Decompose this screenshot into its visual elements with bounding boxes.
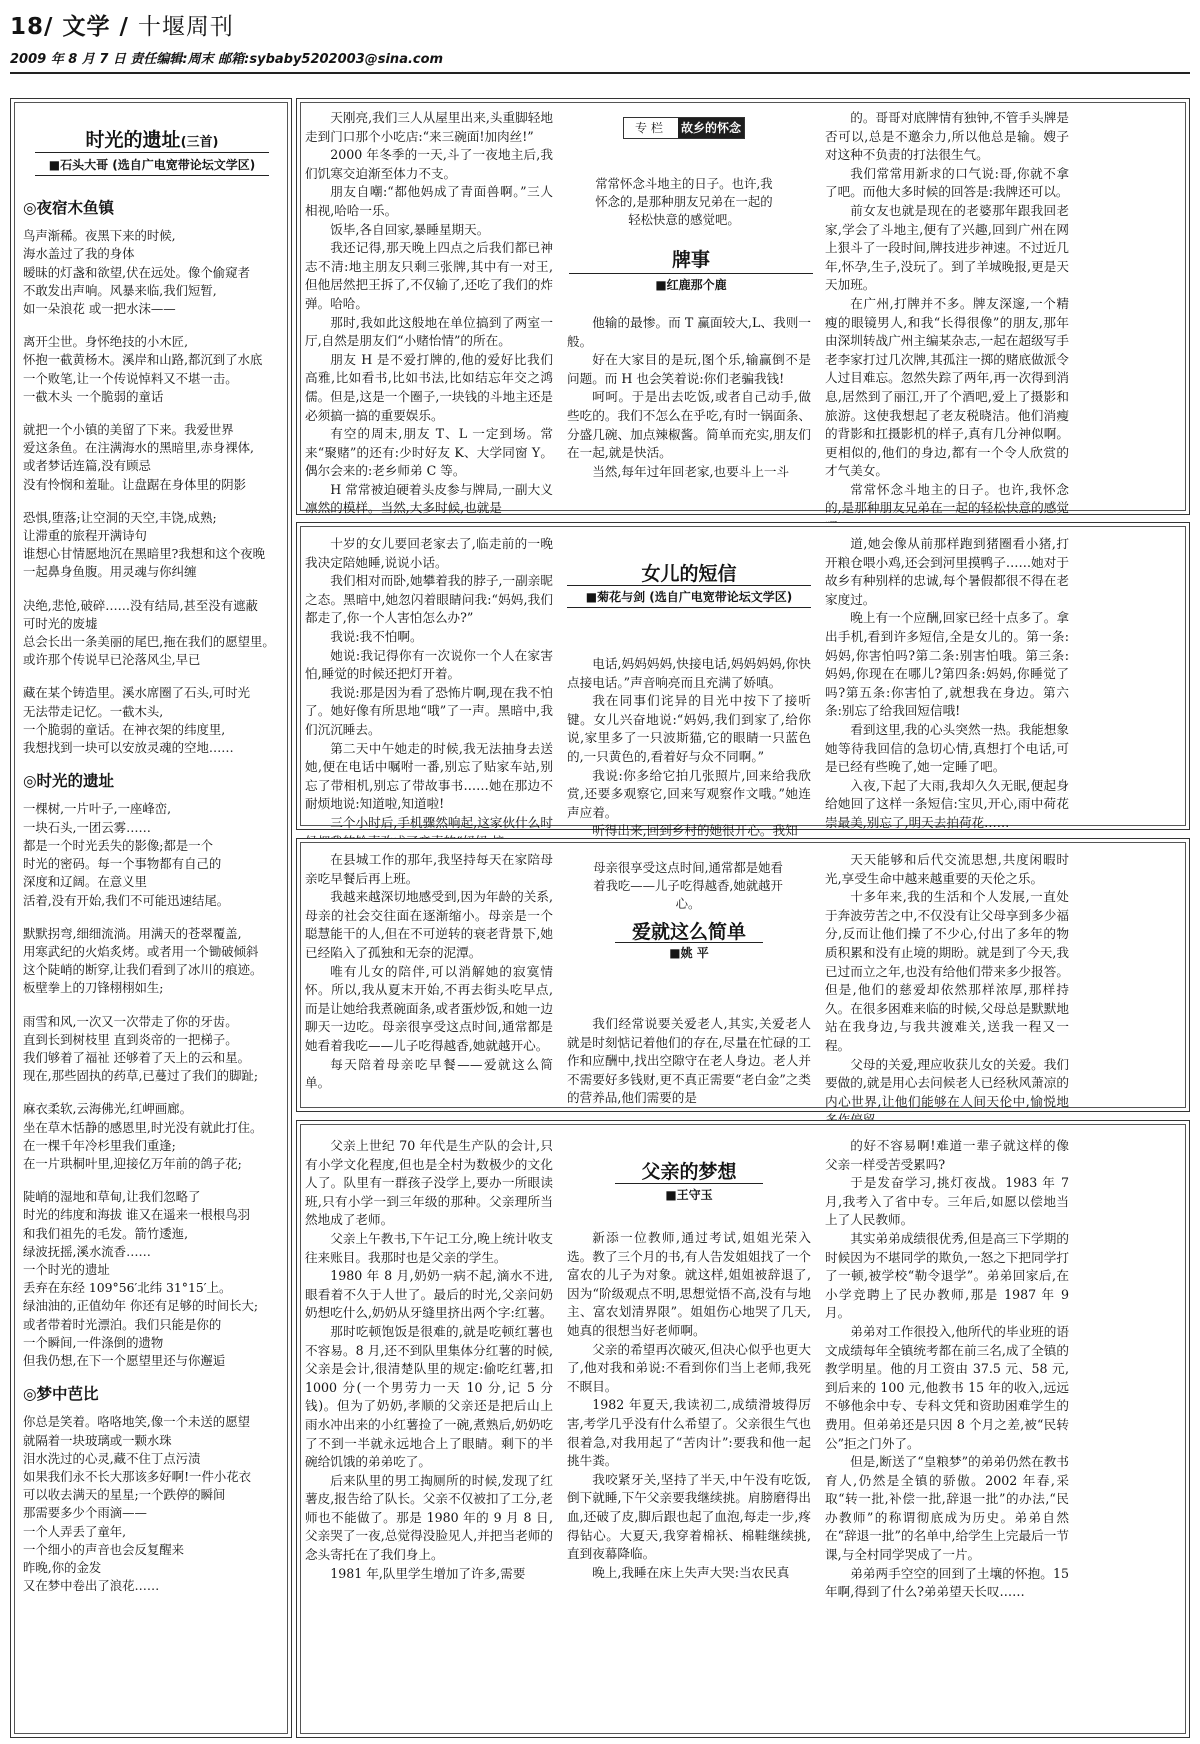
paragraph: 呵呵。于是出去吃饭,或者自己动手,做些吃的。我们不怎么在乎吃,有时一锅面条、分盛几碗、加点辣椒酱。简单而充实,朋友们在一起,就是快活。: [567, 389, 811, 461]
paragraph: 1981 年,队里学生增加了许多,需要: [330, 1565, 526, 1581]
poem-line: 绿波抚摇,溪水流香……: [23, 1243, 151, 1259]
paragraph: 我越来越深切地感受到,因为年龄的关系,母亲的社会交往面在逐渐缩小。母亲是一个聪慧能干的人,但在不可逆转的衰老背景下,她已经陷入了孤独和无奈的泥潭。: [305, 889, 553, 960]
paragraph: 十岁的女儿要回老家去了,临走前的一晚我决定陪她睡,说说小话。: [305, 536, 553, 570]
paragraph: 后来队里的男工掏厕所的时候,发现了红薯皮,报告给了队长。父亲不仅被扣了工分,老师也不能做了。那是 1980 年的 9 月 8 日,父亲哭了一夜,总觉得没脸见人,并把当老师的念头寄托在了我们身上。: [305, 1472, 553, 1563]
paragraph: 但是,断送了“皇粮梦”的弟弟仍然在教书育人,仍然是全镇的骄傲。2002 年春,采取“转一批,补偿一批,辞退一批”的办法,“民办教师”的称谓彻底成为历史。弟弟自然在“辞退一批”的名单中,给学生上完最后一节课,与全村同学哭成了一片。: [825, 1454, 1069, 1563]
paragraph: 好在大家目的是玩,图个乐,输赢倒不是问题。而 H 也会笑着说:你们老骗我钱!: [567, 352, 811, 386]
poem-line: 可时光的废墟: [23, 615, 98, 631]
poem-line: 爱这条鱼。在注满海水的黑暗里,赤身裸体,: [23, 440, 254, 456]
poem-stanza: [23, 421, 285, 494]
paragraph: 我们常常用新求的口气说:哥,你就不拿了吧。而他大多时候的回答是:我牌还可以。: [825, 165, 1069, 200]
paragraph: 弟弟对工作很投入,他所代的毕业班的语文成绩每年全镇统考都在前三名,成了全镇的教学明星。他的月工资由 37.5 元、58 元,到后来的 100 元,他教书 15 年的收入,远远不够他余中专、专科文凭和资助困难学生的费用。但弟弟还是只因 8 个月之差,被“民转公”拒之门外了。: [825, 1323, 1069, 1451]
poem-line: 和我们祖先的毛发。箭竹逶迤,: [23, 1225, 189, 1241]
paragraph: 我在同事们诧异的目光中按下了接听键。女儿兴奋地说:“妈妈,我们到家了,给你说,家里多了一只波斯猫,它的眼睛一只蓝色的,一只黄色的,看着好与众不同啊。”: [567, 693, 811, 764]
paragraph: 十多年来,我的生活和个人发展,一直处于奔波劳苦之中,不仅没有让父母享到多少福分,反而让他们操了不少心,付出了多年的物质积累和没有止境的期盼。就是到了今天,我已过而立之年,也没有给他们带来多少报答。但是,他们的慈爱却依然那样浓厚,那样持久。在很多困难来临的时候,父母总是默默地站在我身边,与我共渡难关,送我一程又一程。: [825, 889, 1069, 1053]
poem-line: 直到长到树枝里 直到炎帝的一把梯子。: [23, 1031, 238, 1047]
poem-line: 一起鼻身鱼腹。用灵魂与你纠缠: [23, 564, 197, 580]
poem-line: 昨晚,你的金发: [23, 1560, 102, 1575]
poem-title: ◎梦中芭比: [23, 1385, 99, 1404]
paragraph: 唯有儿女的陪伴,可以消解她的寂寞情怀。所以,我从夏末开始,不再去街头吃早点,而是让她给我煮碗面条,或者蛋炒饭,和她一边聊天一边吃。母亲很享受这点时间,通常都是她看着我吃——儿子吃得越香,她就越开心。: [305, 963, 553, 1053]
paragraph: 看到这里,我的心头突然一热。我能想象她等待我回信的急切心情,真想打个电话,可是已经有些晚了,她一定睡了吧。: [825, 721, 1069, 775]
paragraph: 父亲上午教书,下午记工分,晚上统计收支往来账目。我那时也是父亲的学生。: [305, 1230, 553, 1265]
section-name: 文学: [62, 14, 111, 40]
page-title: [10, 8, 1190, 41]
column-tag: [623, 117, 745, 139]
poems-body: [23, 193, 285, 1731]
poem-line: 离开尘世。身怀绝技的小木匠,: [23, 334, 189, 350]
article-title-rule: [569, 273, 813, 274]
article-column: [305, 851, 553, 1109]
poem-line: 鸟声渐稀。夜黑下来的时候,: [23, 228, 176, 244]
poem-stanza: [23, 597, 285, 670]
poem-line: 怀抱一截黄杨木。溪岸和山路,都沉到了水底: [23, 352, 263, 368]
poem-line: 就把一个小镇的美留了下来。我爱世界: [23, 422, 234, 438]
poem-line: 一棵树,一片叶子,一座峰峦,: [23, 801, 172, 817]
poem-line: 让滞重的旅程开满诗句: [23, 528, 147, 544]
article-title: 父亲的梦想: [641, 1161, 737, 1183]
poem-stanza: [23, 333, 285, 406]
poem-stanza: [23, 1188, 285, 1370]
article-author-rule: [567, 607, 811, 608]
poem-line: 深度和辽阔。在意义里: [23, 874, 147, 890]
poem-line: 这个陡峭的断穿,让我们看到了冰川的痕迹。: [23, 962, 263, 978]
article-title: 牌事: [671, 249, 710, 271]
paragraph: 道,她会像从前那样跑到猪圈看小猪,打开粮仓喂小鸡,还会到河里摸鸭子……她对于故乡有种别样的忠诚,每个暑假都很不得在老家度过。: [825, 536, 1069, 607]
poem-line: 用寒武纪的火焰炙烤。或者用一个锄破倾斜: [23, 943, 259, 959]
poem-title: ◎夜宿木鱼镇: [23, 199, 115, 217]
poem-line: 就隔着一块玻璃或一颗水珠: [23, 1432, 172, 1448]
poem-line: 麻衣柔软,云海佛光,红岬画廊。: [23, 1101, 192, 1117]
paragraph: 其实弟弟成绩很优秀,但是高三下学期的时候因为不堪同学的欺负,一怒之下把同学打了一顿,被学校“勒令退学”。弟弟回家后,在小学竞聘上了民办教师,那是 1987 年 9 月。: [825, 1230, 1069, 1321]
poem-line: 总会长出一条美丽的尾巴,拖在我们的愿望里。: [23, 634, 275, 650]
article-title-rule: [567, 585, 811, 586]
poem-line: 默默拐弯,细细流淌。用满天的苍翠覆盖,: [23, 925, 242, 941]
masthead-info: 2009 年 8 月 7 日 责任编辑:周末 邮箱:sybaby5202003@sina.com: [10, 52, 444, 67]
poem-line: 决绝,悲怆,破碎……没有结局,甚至没有遮蔽: [23, 597, 258, 613]
article-author: ■姚 平: [669, 946, 709, 960]
poem-line: 无法带走记忆。一截木头,: [23, 703, 164, 719]
poem-line: 我们够着了福祉 还够着了天上的云和星。: [23, 1049, 250, 1065]
poem-stanza: [23, 227, 285, 318]
paragraph: 我说:那是因为看了恐怖片啊,现在我不怕了。她好像有所思地“哦”了一声。黑暗中,我们沉沉睡去。: [305, 684, 553, 737]
poem-stanza: [23, 1013, 285, 1086]
paragraph: 弟弟两手空空的回到了土壤的怀抱。15 年啊,得到了什么?弟弟望天长叹……: [825, 1565, 1069, 1600]
poem-line: 泪水洗过的心灵,藏不住丁点污渍: [23, 1450, 201, 1466]
poem-stanza: [23, 1100, 285, 1173]
paragraph: 那时,我如此这般地在单位搞到了两室一厅,自然是朋友们“小赌怡情”的所在。: [305, 314, 553, 349]
poem-line: 一个败笔,让一个传说悼料又不堪一击。: [23, 370, 238, 386]
poem-stanza: [23, 925, 285, 998]
article-title-rule: [615, 1183, 763, 1184]
poem-line: 坐在草木恬静的感恩里,时光没有就此打住。: [23, 1119, 263, 1135]
article-column: [567, 655, 811, 839]
paragraph: 我咬紧牙关,坚持了半天,中午没有吃饭,倒下就睡,下午父亲要我继续挑。肩膀磨得出血,还破了皮,脚后跟也起了血泡,每走一步,疼得钻心。大夏天,我穿着棉袄、棉鞋继续挑,直到夜幕降临。: [567, 1471, 811, 1562]
poem-line: 可以收去满天的星星;一个跌停的瞬间: [23, 1487, 226, 1503]
paragraph: 每天陪着母亲吃早餐——爱就这么简单。: [305, 1056, 553, 1091]
paragraph: 前女友也就是现在的老婆那年跟我回老家,学会了斗地主,便有了兴趣,回到广州在网上狠斗了一段时间,牌技进步神速。不过近几年,怀孕,生子,没玩了。到了羊城晚报,更是天天加班。: [825, 202, 1069, 293]
poem-line: 恐惧,堕落;让空洞的天空,丰饶,成熟;: [23, 509, 217, 525]
article-column: [567, 1229, 811, 1731]
paragraph: 我说:我不怕啊。: [330, 628, 423, 644]
poem-line: 暧昧的灯盏和欲望,伏在远处。像个偷窥者: [23, 264, 250, 280]
poem-line: 现在,那些固执的药草,已蔓过了我们的脚趾;: [23, 1068, 259, 1084]
poems-author: ■石头大哥 (选自广电宽带论坛文学区): [48, 158, 256, 172]
poems-author-rule: [35, 175, 269, 176]
paragraph: 父亲的希望再次破灭,但决心似乎也更大了,他对我和弟说:不看到你们当上老师,我死不瞑目。: [567, 1341, 811, 1394]
paragraph: 听得出来,回到乡村的她很开心。我知: [592, 823, 798, 839]
poem-line: 板壁拳上的刀锋栩栩如生;: [23, 980, 164, 996]
paragraph: 1982 年夏天,我读初二,成绩滑坡得厉害,考学几乎没有什么希望了。父亲很生气也很着急,对我用起了“苦肉计”:要我和他一起挑牛粪。: [567, 1397, 811, 1469]
paragraph: 常常怀念斗地主的日子。也许,我怀念的,是那种朋友兄弟在一起的轻松快意的感觉: [825, 481, 1069, 516]
paper-name: 十堰周刊: [137, 14, 234, 40]
poem-line: 没有怜悯和羞耻。让盘踞在身体里的阴影: [23, 476, 247, 492]
poem-line: 都是一个时光丢失的影像;都是一个: [23, 837, 214, 853]
poems-title-rule: [35, 152, 269, 153]
poem-line: 时光的纬度和海拔 谁又在遥来一根根鸟羽: [23, 1207, 250, 1223]
paragraph: 电话,妈妈妈妈,快接电话,妈妈妈妈,你快点接电话。”声音响亮而且充满了娇嗔。: [567, 656, 811, 690]
poem-line: 一个人弄丢了童年,: [23, 1523, 127, 1539]
article-mengxiang: [296, 1120, 1190, 1738]
poem-line: 不敢发出声响。风暴来临,我们短暂,: [23, 282, 217, 298]
article-title: 女儿的短信: [641, 563, 737, 585]
masthead: [10, 8, 1190, 68]
poem-line: 雨雪和风,一次又一次带走了你的牙齿。: [23, 1013, 238, 1029]
paragraph: 晚上,我睡在床上失声大哭:当农民真: [592, 1564, 790, 1580]
poem-line: 又在梦中卷出了浪花……: [23, 1578, 160, 1594]
poems-title: [15, 125, 289, 152]
poem-line: 一截木头 一个脆弱的童话: [23, 388, 164, 404]
paragraph: 2000 年冬季的一天,斗了一夜地主后,我们饥寒交迫渐至体力不支。: [305, 147, 553, 181]
paragraph: 1980 年 8 月,奶奶一病不起,滴水不进,眼看着不久于人世了。最后的时光,父亲问奶奶想吃什么,奶奶从牙缝里挤出两个字:红薯。: [305, 1268, 553, 1321]
paragraph: 在广州,打牌并不多。牌友深邃,一个精瘦的眼镜男人,和我“长得很像”的朋友,那年由深圳转战广州主编某杂志,一起在超级写手老李家打过几次牌,其孤注一掷的赌底做派令人过目难忘。忽然失踪了两年,再一次得到消息,居然到了丽江,开了个酒吧,爱上了摄影和旅游。这使我想起了老友税晓洁。他们消瘦的背影和扛摄影机的样子,真有几分神似啊。更相似的,他们的身边,都有一个令人欣赏的才气美女。: [825, 295, 1069, 479]
poems-inner-frame: [14, 102, 288, 1734]
paragraph: 天天能够和后代交流思想,共度闲暇时光,享受生命中越来越重要的天伦之乐。: [825, 852, 1069, 886]
paragraph: 新添一位教师,通过考试,姐姐光荣入选。教了三个月的书,有人告发姐姐找了一个富农的儿子为对象。就这样,姐姐被辞退了,因为“阶级观点不明,思想觉悟不高,没有与地主、富农划清界限”。姐姐伤心地哭了几天,她真的很想当好老师啊。: [567, 1230, 811, 1338]
poem-line: 那需要多少个雨滴——: [23, 1505, 147, 1521]
poem-line: 一块石头,一团云雾……: [23, 819, 151, 835]
article-author: ■菊花与剑 (选自广电宽带论坛文学区): [585, 590, 793, 604]
poem-stanzas: [23, 1413, 285, 1595]
poem-line: 活着,没有开始,我们不可能迅速结尾。: [23, 892, 230, 908]
paragraph: 第二天中午她走的时候,我无法抽身去送她,便在电话中嘱咐一番,别忘了贴家车站,别忘了带相机,别忘了带故事书……她在那边不耐烦地说:知道啦,知道啦!: [305, 740, 553, 812]
article-intro: 母亲很享受这点时间,通常都是她看着我吃——儿子吃得越香,她就越开心。: [593, 860, 783, 911]
poem-line: 但我仍想,在下一个愿望里还与你邂逅: [23, 1352, 226, 1368]
article-column: [825, 535, 1069, 830]
poem-line: 藏在某个铸造里。溪水席圈了石头,可时光: [23, 685, 250, 701]
poem-stanzas: [23, 227, 285, 757]
paragraph: 入夜,下起了大雨,我却久久无眠,便起身给她回了这样一条短信:宝贝,开心,雨中荷花崇最美,别忘了,明天去拍荷花……: [825, 777, 1069, 830]
poem-line: 绿油油的,正值幼年 你还有足够的时间长大;: [23, 1298, 259, 1314]
poem-line: 或许那个传说早已沦落风尘,早已: [23, 652, 201, 668]
paragraph: 她说:我记得你有一次说你一个人在家害怕,睡觉的时候还把灯开着。: [305, 647, 553, 682]
poem-stanza: [23, 800, 285, 909]
article-column: [825, 109, 1069, 516]
poem-line: 一个脆弱的童话。在神衣架的纬度里,: [23, 721, 226, 737]
poem-line: 在一片珙桐叶里,迎接亿万年前的鸽子花;: [23, 1155, 242, 1171]
article-title-rule: [615, 942, 763, 943]
paragraph: 的。哥哥对底牌情有独钟,不管手头牌是否可以,总是不邀余力,所以他总是输。嫂子对这种不负责的打法很生气。: [825, 110, 1069, 163]
article-intro: 常常怀念斗地主的日子。也许,我怀念的,是那种朋友兄弟在一起的轻松快意的感觉吧。: [595, 176, 773, 227]
poem-stanzas: [23, 800, 285, 1370]
poem-line: 我想找到一块可以安放灵魂的空地……: [23, 740, 234, 756]
poem-line: 在一棵千年冷杉里我们重逢;: [23, 1137, 176, 1153]
poem-line: 海水盖过了我的身体: [23, 246, 135, 262]
article-inner-frame: [300, 1124, 1186, 1734]
paragraph: 我说:你多给它拍几张照片,回来给我欣赏,还要多观察它,回来写观察作文哦。”她连声应着。: [567, 767, 811, 820]
page-number: 18/: [10, 14, 54, 40]
poem-title: ◎时光的遗址: [23, 772, 115, 791]
paragraph: 饭毕,各自回家,暴睡星期天。: [330, 221, 490, 237]
paragraph: H 常常被迫硬着头皮参与牌局,一副大义凛然的模样。当然,大多时候,也就是: [305, 481, 553, 516]
article-duanxin: [296, 522, 1190, 839]
poem-stanza: [23, 684, 285, 757]
poems-title-suffix: (三首): [180, 135, 219, 150]
poem-line: 或者梦话连篇,没有顾忌: [23, 458, 151, 474]
paragraph: 父母的关爱,理应收获儿女的关爱。我们要做的,就是用心去问候老人已经秋风萧凉的内心世界,让他们能够在人间天伦中,愉悦地: [825, 1056, 1069, 1109]
masthead-rule: [10, 72, 1190, 74]
paragraph: 当然,每年过年回老家,也要斗上一斗: [592, 463, 790, 479]
paragraph: 我们相对而卧,她攀着我的脖子,一副亲昵之态。黑暗中,她忽闪着眼睛问我:“妈妈,我们都走了,你一个人害怕怎么办?”: [305, 573, 553, 626]
paragraph: 于是发奋学习,挑灯夜战。1983 年 7 月,我考入了省中专。三年后,如愿以偿地当上了人民教师。: [825, 1175, 1069, 1228]
article-column: [825, 1137, 1069, 1731]
poem-line: 陡峭的湿地和草甸,让我们忽略了: [23, 1189, 201, 1205]
column-tag-label: 专栏: [634, 121, 667, 135]
paragraph: 他输的最惨。而 T 赢面较大,L、我则一般。: [567, 315, 811, 349]
article-author: ■红鹿那个鹿: [655, 278, 727, 292]
paragraph: 晚上有一个应酬,回家已经十点多了。拿出手机,看到许多短信,全是女儿的。第一条:妈妈,你害怕吗?第二条:别害怕哦。第三条:妈妈,你现在在哪儿?第四条:妈妈,你睡觉了吗?第五条:你害怕了,就想我在身边。第六条:别忘了给我回短信哦!: [825, 610, 1069, 719]
paragraph: 天刚亮,我们三人从屋里出来,头重脚轻地走到门口那个小吃店:“来三碗面!加肉丝!”: [305, 110, 553, 144]
paragraph: 父亲上世纪 70 年代是生产队的会计,只有小学文化程度,但也是全村为数极少的文化人了。队里有一群孩子没学上,要办一所眼读班,只有小学一到三年级的那种。父亲理所当然地成了老师。: [305, 1138, 553, 1228]
paragraph: 在县城工作的那年,我坚持每天在家陪母亲吃早餐后再上班。: [305, 852, 553, 886]
article-inner-frame: [300, 526, 1186, 839]
poem-stanza: [23, 509, 285, 582]
paragraph: 朋友 H 是不爱打牌的,他的爱好比我们高雅,比如看书,比如书法,比如结忘年交之鸿儒。但是,这是一个圈子,一块钱的斗地主还是必须搞一搞的重要娱乐。: [305, 351, 553, 423]
poem-line: 谁想心甘情愿地沉在黑暗里?我想和这个夜晚: [23, 546, 266, 562]
poem-line: 时光的密码。每一个事物都有自己的: [23, 856, 222, 872]
paragraph: 的好不容易啊!难道一辈子就这样的像父亲一样受苦受累吗?: [825, 1138, 1069, 1172]
poem-line: 一个时光的遗址: [23, 1261, 110, 1277]
article-column: [567, 314, 811, 504]
poems-title-text: 时光的遗址: [85, 129, 181, 151]
poem-line: 或者带着时光漂泊。我们只能是你的: [23, 1316, 222, 1332]
paragraph: 三个小时后,手机骤然响起,这家伙什么时: [330, 814, 553, 830]
poem-stanza: [23, 1413, 285, 1595]
paragraph: 我们经常说要关爱老人,其实,关爱老人就是时刻惦记着他们的存在,尽量在忙碌的工作和应酬中,找出空隙守在老人身边。老人并不需要好多钱财,更不真正需要“老白金”之类的营养品,他们需要的是: [567, 1016, 811, 1106]
poem-line: 一个瞬间,一件涤倒的遗物: [23, 1334, 164, 1350]
poem-line: 如果我们永不长大那该多好啊!一件小花衣: [23, 1468, 252, 1484]
paragraph: 朋友自嘲:“都他妈成了青面兽啊。”三人相视,哈哈一乐。: [305, 184, 553, 218]
article-paishi: [296, 98, 1190, 515]
poem-line: 丢弃在东经 109°56′北纬 31°15′上。: [23, 1280, 232, 1296]
article-column: [825, 851, 1069, 1109]
poem-line: 你总是笑着。咯咯地笑,像一个未送的愿望: [23, 1414, 250, 1430]
paragraph: 我还记得,那天晚上四点之后我们都已神志不清:地主朋友只剩三张牌,其中有一对王,但他居然把王拆了,不仅输了,还吃了我们的炸弹。哈哈。: [305, 240, 553, 311]
poems-box: [10, 98, 292, 1738]
paragraph: 那时吃顿饱饭是很难的,就是吃顿红薯也不容易。8 月,还不到队里集体分红薯的时候,父亲是会计,很清楚队里的规定:偷吃红薯,扣 1000 分(一个男劳力一天 10 分,记 5 分钱)。但为了奶奶,孝顺的父亲还是把后山上雨水冲出来的小红薯捡了一碗,煮熟后,奶奶吃了不到一半就永远地合上了眼睛。剩下的半碗给饥饿的弟弟吃了。: [305, 1323, 553, 1470]
poem-line: 如一朵浪花 或一把水沫——: [23, 301, 176, 317]
article-author: ■王守玉: [665, 1188, 713, 1202]
article-jiandan: [296, 838, 1190, 1112]
poem-line: 一个细小的声音也会反复醒来: [23, 1541, 185, 1557]
title-separator: /: [119, 14, 129, 40]
column-tag-name: 故乡的怀念: [678, 118, 744, 138]
article-inner-frame: [300, 842, 1186, 1108]
article-column: [305, 535, 553, 830]
article-title: 爱就这么简单: [631, 921, 746, 943]
article-column: [305, 109, 553, 516]
article-column: [567, 1015, 811, 1109]
article-inner-frame: [300, 102, 1186, 516]
paragraph: 有空的周末,朋友 T、L 一定到场。常来“聚赌”的还有:少时好友 K、大学同窗 Y。偶尔会来的:老乡师弟 C 等。: [305, 426, 553, 479]
article-column: [305, 1137, 553, 1731]
